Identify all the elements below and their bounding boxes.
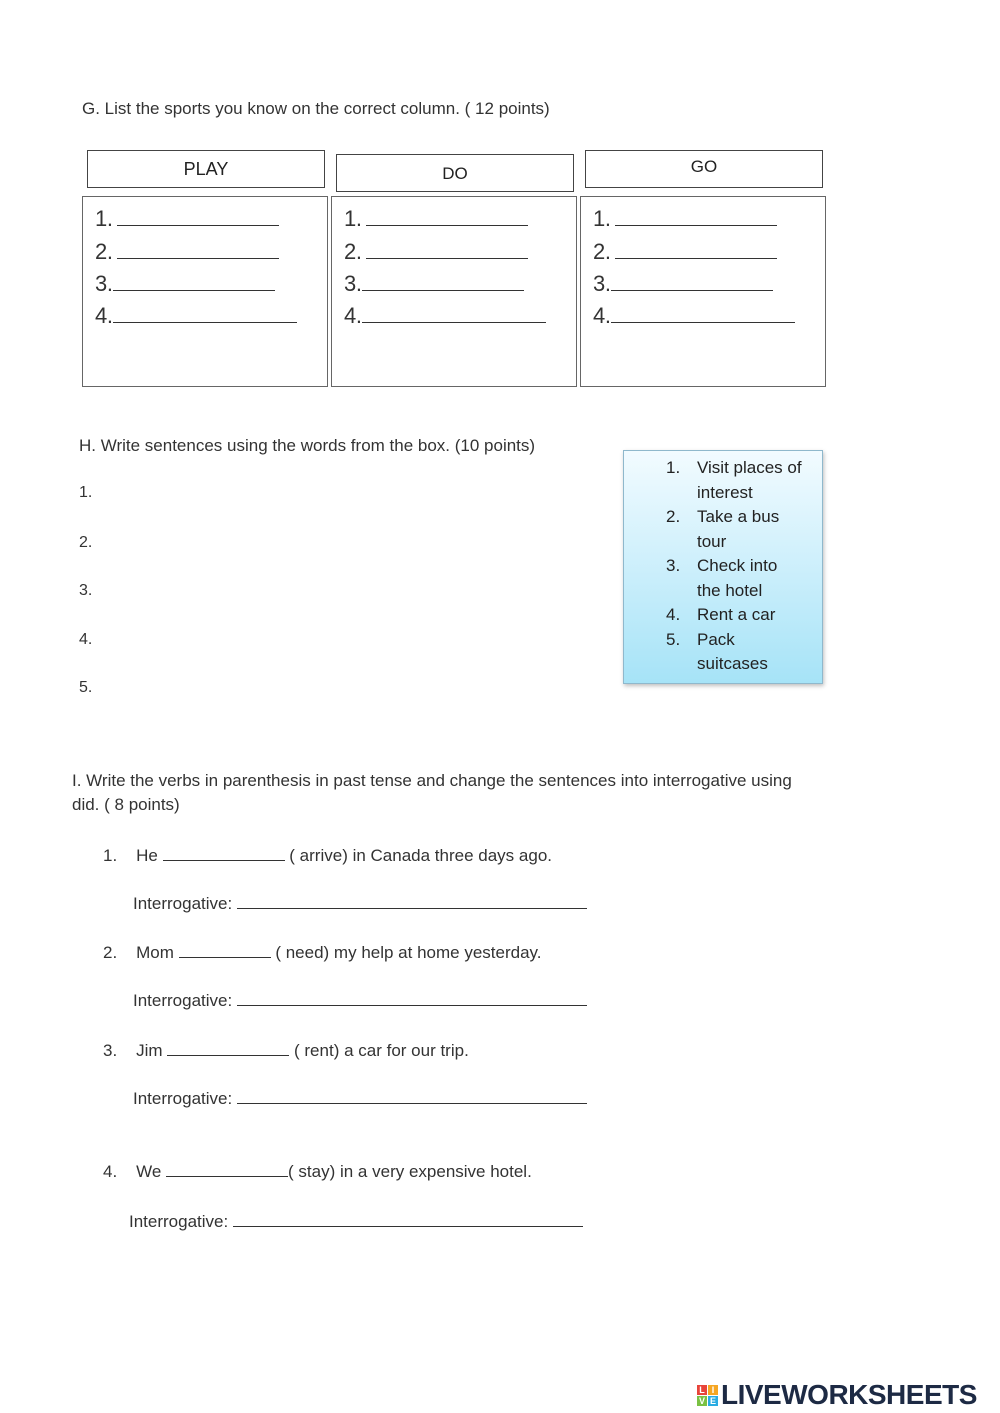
column-box-do bbox=[331, 196, 577, 387]
word-box-item: 2. Take a bus tour bbox=[666, 507, 780, 551]
answer-blank[interactable] bbox=[113, 270, 275, 291]
interrogative-label: Interrogative: bbox=[133, 894, 233, 913]
line-number: 3. bbox=[95, 271, 113, 296]
interrogative-blank[interactable] bbox=[237, 1087, 587, 1104]
verb-item bbox=[103, 1160, 532, 1182]
liveworksheets-logo[interactable] bbox=[697, 1378, 977, 1412]
column-header-play: PLAY bbox=[87, 150, 325, 188]
line-number: 1. bbox=[344, 206, 362, 231]
line-number: 4. bbox=[95, 303, 113, 328]
answer-blank[interactable] bbox=[117, 238, 279, 259]
line-number: 1. bbox=[593, 206, 611, 231]
line-number: 2. bbox=[95, 239, 113, 264]
answer-blank[interactable] bbox=[362, 270, 524, 291]
sentence-number: 3. bbox=[79, 582, 93, 599]
answer-blank[interactable] bbox=[362, 302, 546, 323]
word-box-item: 5. Pack suitcases bbox=[666, 629, 768, 673]
item-number: 4. bbox=[103, 1162, 118, 1181]
sentence-number: 1. bbox=[79, 484, 93, 501]
line-number: 3. bbox=[344, 271, 362, 296]
column-header-go: GO bbox=[585, 150, 823, 188]
item-number: 1. bbox=[103, 846, 118, 865]
item-text: ( arrive) in Canada three days ago. bbox=[289, 846, 552, 865]
word-box bbox=[623, 450, 823, 684]
word-box-number: 2. bbox=[666, 507, 681, 526]
section-i-title-line2: did. ( 8 points) bbox=[72, 795, 180, 814]
column-box-play bbox=[82, 196, 328, 387]
word-box-number: 5. bbox=[666, 629, 681, 649]
logo-mark-icon: L I V E bbox=[698, 1384, 716, 1406]
line-number: 2. bbox=[344, 239, 362, 264]
interrogative-label: Interrogative: bbox=[133, 1089, 233, 1108]
item-number: 3. bbox=[103, 1041, 118, 1060]
interrogative-line bbox=[129, 1210, 583, 1232]
word-box-item: 3. Check into the hotel bbox=[666, 556, 778, 600]
interrogative-blank[interactable] bbox=[237, 892, 587, 909]
interrogative-blank[interactable] bbox=[237, 989, 587, 1006]
brand-name: LIVEWORKSHEETS bbox=[721, 1379, 977, 1410]
interrogative-line bbox=[133, 989, 587, 1011]
line-number: 4. bbox=[344, 303, 362, 328]
item-text: ( need) my help at home yesterday. bbox=[275, 943, 542, 962]
sentence-number: 2. bbox=[79, 534, 93, 551]
item-subject: Jim bbox=[136, 1041, 163, 1060]
verb-blank[interactable] bbox=[163, 844, 285, 861]
section-h-title: H. Write sentences using the words from the box. (10 points) bbox=[79, 436, 536, 455]
word-box-number: 3. bbox=[666, 556, 681, 575]
interrogative-blank[interactable] bbox=[233, 1210, 583, 1227]
line-number: 4. bbox=[593, 303, 611, 328]
word-box-number: 4. bbox=[666, 605, 681, 624]
interrogative-label: Interrogative: bbox=[133, 991, 233, 1010]
item-text: ( stay) in a very expensive hotel. bbox=[288, 1162, 532, 1181]
interrogative-label: Interrogative: bbox=[129, 1212, 229, 1231]
answer-blank[interactable] bbox=[366, 238, 528, 259]
word-box-item: 1. Visit places of interest bbox=[666, 458, 802, 502]
answer-blank[interactable] bbox=[113, 302, 297, 323]
column-header-do: DO bbox=[336, 154, 574, 192]
verb-item bbox=[103, 941, 542, 963]
section-g-title: G. List the sports you know on the correct column. ( 12 points) bbox=[82, 99, 550, 118]
interrogative-line bbox=[133, 1087, 587, 1109]
line-number: 1. bbox=[95, 206, 113, 231]
word-box-item: 4. Rent a car bbox=[624, 603, 822, 628]
verb-blank[interactable] bbox=[166, 1160, 288, 1177]
word-box-number: 1. bbox=[666, 458, 681, 477]
line-number: 3. bbox=[593, 271, 611, 296]
column-box-go bbox=[580, 196, 826, 387]
sentence-number: 5. bbox=[79, 679, 93, 696]
line-number: 2. bbox=[593, 239, 611, 264]
answer-blank[interactable] bbox=[611, 302, 795, 323]
verb-item bbox=[103, 844, 552, 866]
item-subject: He bbox=[136, 846, 158, 865]
item-text: ( rent) a car for our trip. bbox=[294, 1041, 469, 1060]
item-number: 2. bbox=[103, 943, 118, 962]
interrogative-line bbox=[133, 892, 587, 914]
answer-blank[interactable] bbox=[117, 205, 279, 226]
answer-blank[interactable] bbox=[615, 238, 777, 259]
section-i-title-line1: I. Write the verbs in parenthesis in past tense and change the sentences into interrogative using bbox=[72, 771, 792, 790]
item-subject: Mom bbox=[136, 943, 174, 962]
sentence-number: 4. bbox=[79, 631, 93, 648]
verb-blank[interactable] bbox=[167, 1039, 289, 1056]
answer-blank[interactable] bbox=[611, 270, 773, 291]
item-subject: We bbox=[136, 1162, 162, 1181]
verb-item bbox=[103, 1039, 469, 1061]
answer-blank[interactable] bbox=[615, 205, 777, 226]
answer-blank[interactable] bbox=[366, 205, 528, 226]
verb-blank[interactable] bbox=[179, 941, 271, 958]
